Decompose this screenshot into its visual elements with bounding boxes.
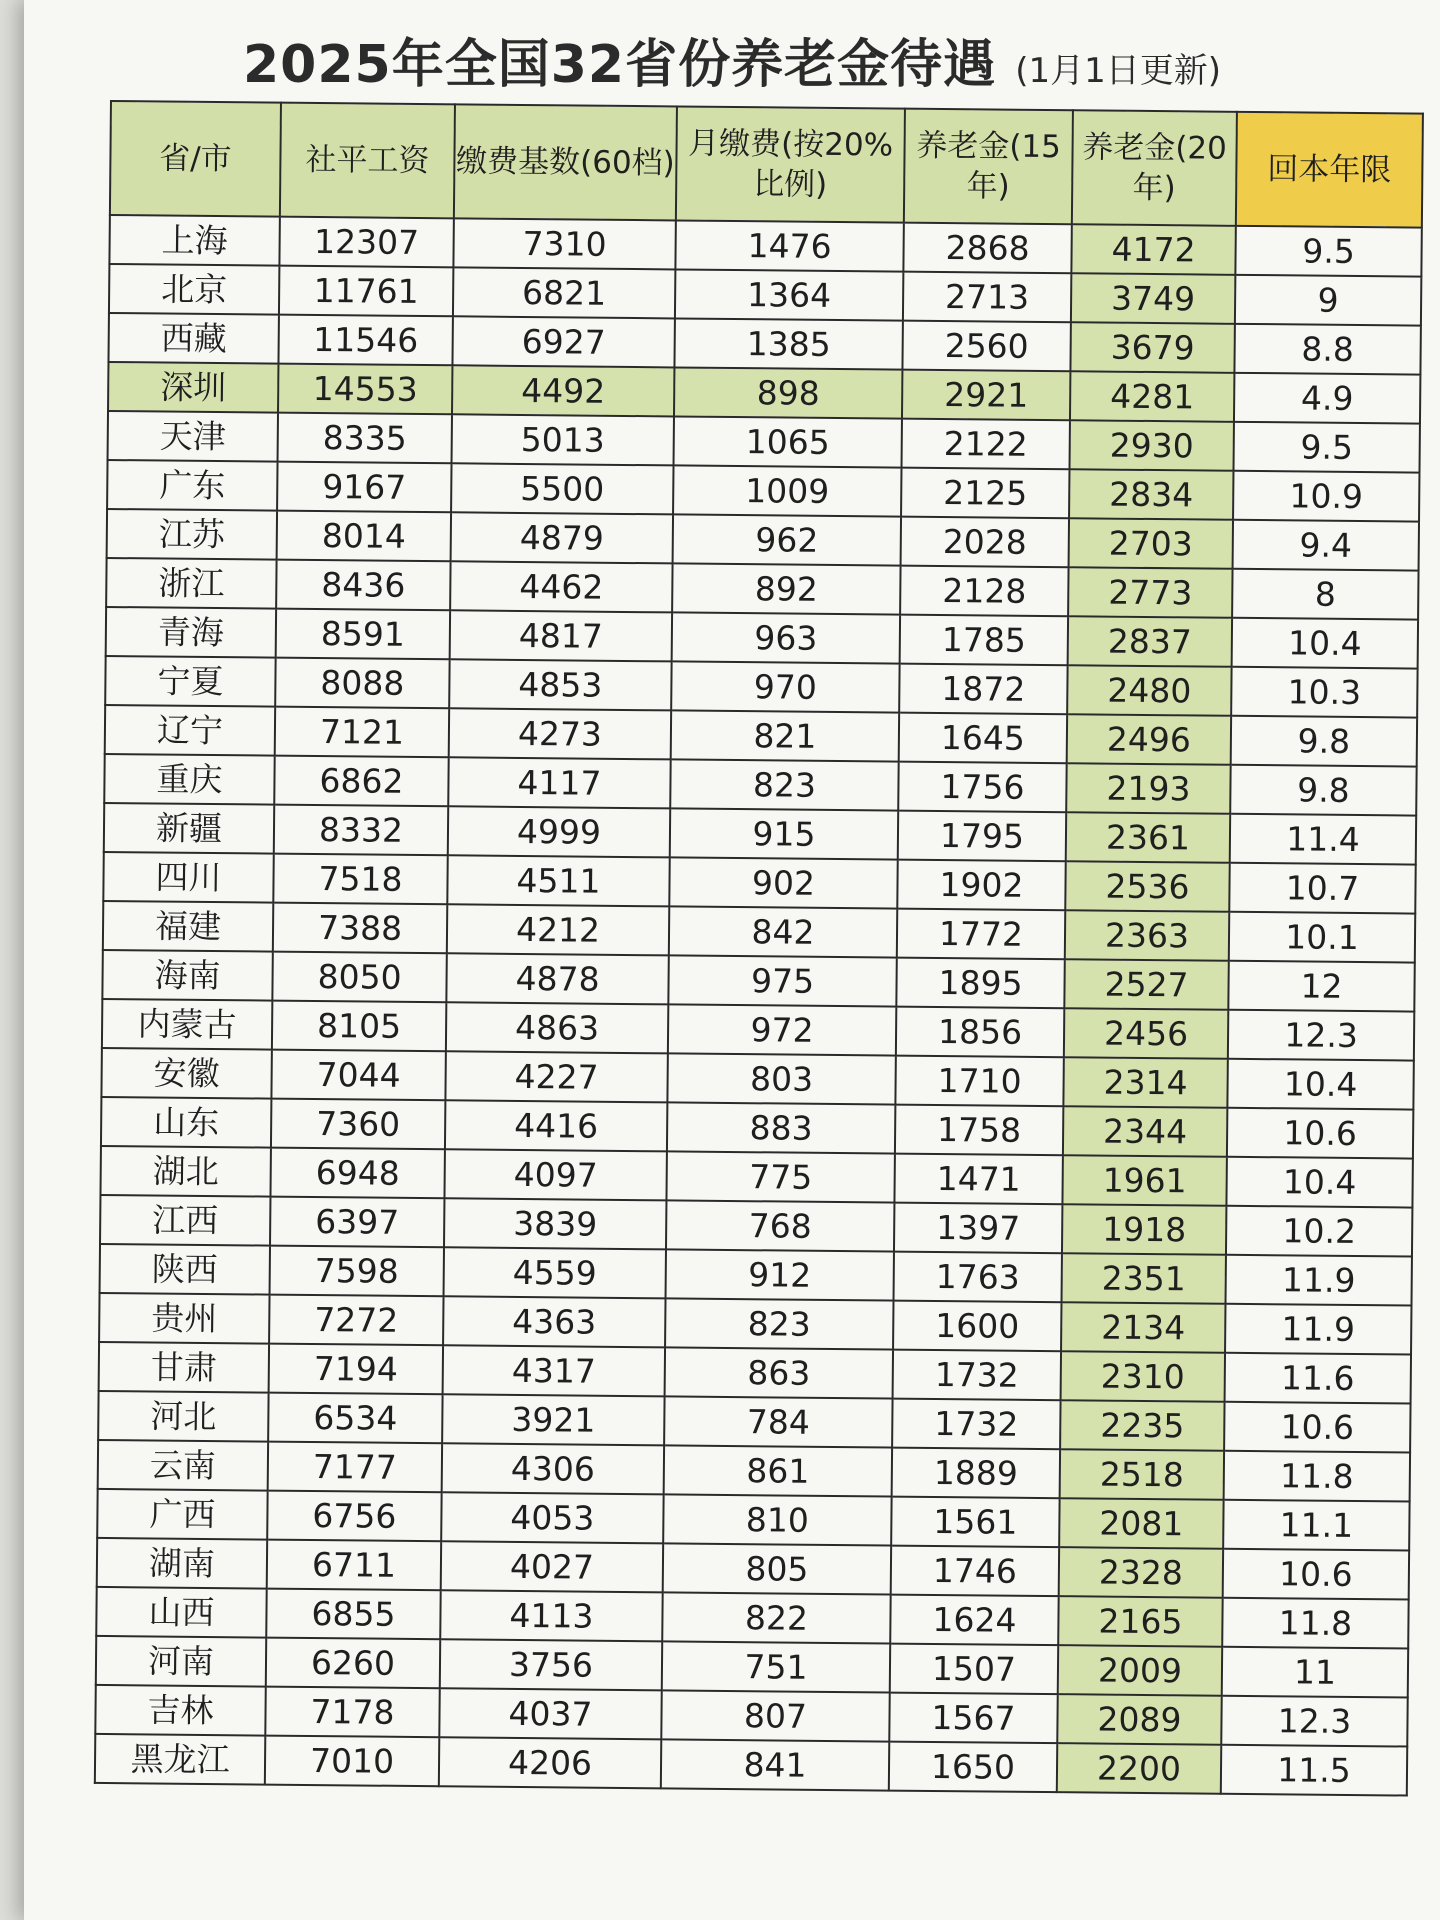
cell-pension-15-years: 1561 xyxy=(891,1497,1059,1548)
cell-avg-wage: 7194 xyxy=(269,1344,443,1395)
cell-avg-wage: 8088 xyxy=(275,658,449,709)
cell-pension-15-years: 1856 xyxy=(896,1007,1064,1058)
cell-pension-20-years: 2200 xyxy=(1057,1743,1221,1794)
cell-monthly-payment: 915 xyxy=(670,808,898,859)
header-payback-years: 回本年限 xyxy=(1236,112,1423,228)
cell-payback-years: 11.4 xyxy=(1230,814,1416,865)
cell-pension-15-years: 1763 xyxy=(894,1252,1062,1303)
cell-payback-years: 10.6 xyxy=(1223,1549,1409,1600)
cell-avg-wage: 8105 xyxy=(272,1001,446,1052)
cell-avg-wage: 14553 xyxy=(278,364,452,415)
cell-pension-15-years: 1795 xyxy=(898,811,1066,862)
cell-payback-years: 11.9 xyxy=(1225,1304,1411,1355)
cell-payback-years: 9.8 xyxy=(1230,765,1416,816)
cell-avg-wage: 11546 xyxy=(278,315,452,366)
cell-contribution-base: 4559 xyxy=(444,1247,666,1298)
cell-contribution-base: 4113 xyxy=(440,1590,662,1641)
cell-pension-20-years: 2773 xyxy=(1068,567,1232,618)
cell-avg-wage: 6711 xyxy=(267,1540,441,1591)
cell-province: 内蒙古 xyxy=(102,999,272,1050)
cell-province: 广西 xyxy=(97,1489,267,1540)
cell-province: 甘肃 xyxy=(99,1342,269,1393)
cell-payback-years: 10.6 xyxy=(1227,1108,1413,1159)
cell-contribution-base: 7310 xyxy=(453,218,675,269)
cell-pension-15-years: 1397 xyxy=(894,1203,1062,1254)
cell-contribution-base: 4999 xyxy=(448,806,670,857)
cell-contribution-base: 4878 xyxy=(446,953,668,1004)
cell-pension-20-years: 2361 xyxy=(1066,812,1230,863)
cell-pension-20-years: 2310 xyxy=(1061,1351,1225,1402)
cell-monthly-payment: 975 xyxy=(668,955,896,1006)
cell-province: 江西 xyxy=(100,1195,270,1246)
cell-payback-years: 10.2 xyxy=(1226,1206,1412,1257)
cell-pension-20-years: 1961 xyxy=(1062,1155,1226,1206)
cell-monthly-payment: 805 xyxy=(663,1543,891,1594)
cell-pension-15-years: 2028 xyxy=(901,517,1069,568)
cell-monthly-payment: 972 xyxy=(668,1004,896,1055)
cell-pension-20-years: 2235 xyxy=(1060,1400,1224,1451)
cell-contribution-base: 4306 xyxy=(442,1443,664,1494)
cell-payback-years: 9 xyxy=(1235,275,1421,326)
cell-payback-years: 12 xyxy=(1228,961,1414,1012)
cell-pension-15-years: 2560 xyxy=(902,321,1070,372)
cell-pension-20-years: 2480 xyxy=(1067,665,1231,716)
cell-avg-wage: 6534 xyxy=(268,1393,442,1444)
cell-pension-20-years: 2134 xyxy=(1061,1302,1225,1353)
cell-contribution-base: 4511 xyxy=(447,855,669,906)
cell-pension-15-years: 1772 xyxy=(897,909,1065,960)
cell-pension-15-years: 1756 xyxy=(898,762,1066,813)
cell-province: 宁夏 xyxy=(105,656,275,707)
cell-pension-15-years: 1624 xyxy=(890,1595,1058,1646)
cell-monthly-payment: 807 xyxy=(661,1690,889,1741)
cell-province: 陕西 xyxy=(100,1244,270,1295)
cell-avg-wage: 7178 xyxy=(265,1687,439,1738)
cell-monthly-payment: 768 xyxy=(666,1200,894,1251)
cell-pension-20-years: 2518 xyxy=(1060,1449,1224,1500)
cell-pension-15-years: 1889 xyxy=(892,1448,1060,1499)
cell-avg-wage: 6948 xyxy=(270,1148,444,1199)
cell-province: 江苏 xyxy=(107,509,277,560)
cell-avg-wage: 7598 xyxy=(270,1246,444,1297)
cell-contribution-base: 4097 xyxy=(444,1149,666,1200)
cell-payback-years: 10.7 xyxy=(1229,863,1415,914)
cell-avg-wage: 8335 xyxy=(278,413,452,464)
cell-payback-years: 9.4 xyxy=(1233,520,1419,571)
cell-pension-15-years: 2128 xyxy=(900,566,1068,617)
cell-avg-wage: 6855 xyxy=(266,1589,440,1640)
pension-table xyxy=(94,100,1424,1797)
cell-province: 吉林 xyxy=(95,1685,265,1736)
cell-monthly-payment: 1065 xyxy=(674,416,902,467)
cell-avg-wage: 8332 xyxy=(274,805,448,856)
cell-province: 天津 xyxy=(108,411,278,462)
cell-monthly-payment: 775 xyxy=(666,1151,894,1202)
cell-payback-years: 9.8 xyxy=(1231,716,1417,767)
cell-province: 西藏 xyxy=(108,313,278,364)
cell-province: 辽宁 xyxy=(105,705,275,756)
cell-avg-wage: 6397 xyxy=(270,1197,444,1248)
cell-contribution-base: 4037 xyxy=(439,1688,661,1739)
cell-contribution-base: 4317 xyxy=(443,1345,665,1396)
cell-payback-years: 4.9 xyxy=(1234,373,1420,424)
cell-contribution-base: 6927 xyxy=(452,316,674,367)
cell-contribution-base: 3756 xyxy=(440,1639,662,1690)
cell-monthly-payment: 1385 xyxy=(674,318,902,369)
cell-avg-wage: 7360 xyxy=(271,1099,445,1150)
cell-province: 新疆 xyxy=(104,803,274,854)
cell-avg-wage: 7121 xyxy=(275,707,449,758)
cell-avg-wage: 7010 xyxy=(265,1736,439,1787)
cell-pension-20-years: 2837 xyxy=(1068,616,1232,667)
cell-pension-15-years: 1902 xyxy=(897,860,1065,911)
cell-province: 河南 xyxy=(96,1636,266,1687)
cell-monthly-payment: 821 xyxy=(671,710,899,761)
cell-pension-20-years: 2314 xyxy=(1063,1057,1227,1108)
cell-province: 山西 xyxy=(96,1587,266,1638)
cell-avg-wage: 7518 xyxy=(273,854,447,905)
cell-pension-20-years: 2165 xyxy=(1058,1596,1222,1647)
cell-contribution-base: 4212 xyxy=(447,904,669,955)
cell-contribution-base: 4027 xyxy=(441,1541,663,1592)
cell-pension-15-years: 1600 xyxy=(893,1301,1061,1352)
cell-monthly-payment: 861 xyxy=(664,1445,892,1496)
cell-contribution-base: 4227 xyxy=(445,1051,667,1102)
header-avg-wage: 社平工资 xyxy=(280,103,455,219)
cell-pension-20-years: 3749 xyxy=(1071,273,1235,324)
cell-province: 安徽 xyxy=(101,1048,271,1099)
cell-contribution-base: 4117 xyxy=(448,757,670,808)
cell-avg-wage: 6756 xyxy=(267,1491,441,1542)
cell-province: 重庆 xyxy=(104,754,274,805)
cell-avg-wage: 8014 xyxy=(277,511,451,562)
cell-pension-20-years: 2193 xyxy=(1066,763,1230,814)
cell-payback-years: 11.9 xyxy=(1225,1255,1411,1306)
cell-monthly-payment: 810 xyxy=(663,1494,891,1545)
document-title: 2025年全国32省份养老金待遇 xyxy=(243,35,997,95)
cell-monthly-payment: 970 xyxy=(671,661,899,712)
cell-pension-20-years: 2009 xyxy=(1058,1645,1222,1696)
cell-contribution-base: 3921 xyxy=(442,1394,664,1445)
cell-pension-15-years: 1785 xyxy=(900,615,1068,666)
cell-province: 上海 xyxy=(109,215,279,266)
cell-contribution-base: 4863 xyxy=(446,1002,668,1053)
cell-pension-15-years: 1507 xyxy=(890,1644,1058,1695)
cell-province: 黑龙江 xyxy=(95,1734,265,1785)
cell-payback-years: 10.9 xyxy=(1233,471,1419,522)
cell-province: 广东 xyxy=(107,460,277,511)
cell-contribution-base: 4053 xyxy=(441,1492,663,1543)
cell-pension-15-years: 1732 xyxy=(892,1399,1060,1450)
cell-pension-15-years: 1645 xyxy=(899,713,1067,764)
cell-province: 贵州 xyxy=(99,1293,269,1344)
cell-pension-20-years: 2536 xyxy=(1065,861,1229,912)
cell-province: 福建 xyxy=(103,901,273,952)
cell-monthly-payment: 823 xyxy=(670,759,898,810)
cell-payback-years: 10.6 xyxy=(1224,1402,1410,1453)
cell-pension-20-years: 2496 xyxy=(1067,714,1231,765)
cell-pension-15-years: 2713 xyxy=(903,272,1071,323)
cell-contribution-base: 4416 xyxy=(445,1100,667,1151)
header-province: 省/市 xyxy=(110,101,281,217)
cell-pension-15-years: 1895 xyxy=(896,958,1064,1009)
cell-pension-15-years: 2868 xyxy=(903,223,1071,274)
cell-payback-years: 10.4 xyxy=(1227,1059,1413,1110)
cell-pension-15-years: 1732 xyxy=(893,1350,1061,1401)
cell-avg-wage: 7044 xyxy=(271,1050,445,1101)
table-header-row xyxy=(110,101,1423,228)
cell-payback-years: 8 xyxy=(1232,569,1418,620)
cell-contribution-base: 6821 xyxy=(453,267,675,318)
cell-payback-years: 11.8 xyxy=(1224,1451,1410,1502)
cell-monthly-payment: 842 xyxy=(669,906,897,957)
cell-province: 湖北 xyxy=(100,1146,270,1197)
cell-avg-wage: 7177 xyxy=(268,1442,442,1493)
cell-monthly-payment: 912 xyxy=(666,1249,894,1300)
document-subtitle: (1月1日更新) xyxy=(1015,51,1221,91)
cell-contribution-base: 5500 xyxy=(451,463,673,514)
cell-pension-15-years: 1471 xyxy=(894,1154,1062,1205)
cell-monthly-payment: 822 xyxy=(662,1592,890,1643)
cell-province: 海南 xyxy=(102,950,272,1001)
cell-pension-20-years: 3679 xyxy=(1070,322,1234,373)
cell-province: 青海 xyxy=(106,607,276,658)
cell-pension-15-years: 1650 xyxy=(889,1742,1057,1793)
cell-payback-years: 9.5 xyxy=(1233,422,1419,473)
title-line xyxy=(24,22,1440,97)
cell-payback-years: 10.4 xyxy=(1232,618,1418,669)
cell-payback-years: 11 xyxy=(1222,1647,1408,1698)
cell-contribution-base: 4817 xyxy=(450,610,672,661)
cell-contribution-base: 4273 xyxy=(449,708,671,759)
cell-payback-years: 10.1 xyxy=(1229,912,1415,963)
cell-contribution-base: 4462 xyxy=(450,561,672,612)
cell-pension-15-years: 2125 xyxy=(901,468,1069,519)
cell-province: 浙江 xyxy=(106,558,276,609)
cell-payback-years: 12.3 xyxy=(1221,1696,1407,1747)
cell-monthly-payment: 1364 xyxy=(675,269,903,320)
cell-payback-years: 11.5 xyxy=(1221,1745,1407,1796)
cell-province: 山东 xyxy=(101,1097,271,1148)
cell-avg-wage: 8050 xyxy=(272,952,446,1003)
cell-monthly-payment: 1009 xyxy=(673,465,901,516)
cell-pension-20-years: 1918 xyxy=(1062,1204,1226,1255)
cell-pension-20-years: 4172 xyxy=(1071,224,1235,275)
cell-monthly-payment: 902 xyxy=(669,857,897,908)
cell-payback-years: 11.8 xyxy=(1222,1598,1408,1649)
header-contribution-base: 缴费基数(60档) xyxy=(454,104,677,220)
cell-avg-wage: 7272 xyxy=(269,1295,443,1346)
cell-pension-20-years: 2456 xyxy=(1064,1008,1228,1059)
cell-monthly-payment: 963 xyxy=(672,612,900,663)
cell-contribution-base: 5013 xyxy=(452,414,674,465)
cell-province: 河北 xyxy=(98,1391,268,1442)
cell-contribution-base: 4853 xyxy=(449,659,671,710)
cell-pension-15-years: 2122 xyxy=(902,419,1070,470)
cell-pension-20-years: 2703 xyxy=(1069,518,1233,569)
cell-contribution-base: 4492 xyxy=(452,365,674,416)
cell-avg-wage: 12307 xyxy=(279,217,453,268)
cell-pension-15-years: 1758 xyxy=(895,1105,1063,1156)
cell-payback-years: 10.4 xyxy=(1226,1157,1412,1208)
cell-monthly-payment: 1476 xyxy=(675,220,903,271)
cell-contribution-base: 3839 xyxy=(444,1198,666,1249)
cell-monthly-payment: 962 xyxy=(673,514,901,565)
cell-payback-years: 10.3 xyxy=(1231,667,1417,718)
cell-avg-wage: 9167 xyxy=(277,462,451,513)
cell-monthly-payment: 784 xyxy=(664,1396,892,1447)
cell-contribution-base: 4206 xyxy=(439,1737,661,1788)
cell-province: 深圳 xyxy=(108,362,278,413)
cell-pension-20-years: 4281 xyxy=(1070,371,1234,422)
cell-contribution-base: 4879 xyxy=(451,512,673,563)
cell-province: 四川 xyxy=(103,852,273,903)
cell-pension-20-years: 2527 xyxy=(1064,959,1228,1010)
cell-pension-15-years: 1710 xyxy=(895,1056,1063,1107)
cell-monthly-payment: 803 xyxy=(667,1053,895,1104)
header-pension-15-years: 养老金(15年) xyxy=(904,109,1073,225)
cell-avg-wage: 6862 xyxy=(274,756,448,807)
cell-payback-years: 12.3 xyxy=(1228,1010,1414,1061)
cell-province: 湖南 xyxy=(97,1538,267,1589)
cell-pension-20-years: 2930 xyxy=(1069,420,1233,471)
cell-contribution-base: 4363 xyxy=(443,1296,665,1347)
cell-province: 云南 xyxy=(98,1440,268,1491)
cell-pension-20-years: 2834 xyxy=(1069,469,1233,520)
cell-monthly-payment: 883 xyxy=(667,1102,895,1153)
cell-payback-years: 11.1 xyxy=(1223,1500,1409,1551)
table-body xyxy=(95,215,1422,1796)
cell-pension-15-years: 1872 xyxy=(899,664,1067,715)
cell-monthly-payment: 863 xyxy=(665,1347,893,1398)
cell-pension-15-years: 2921 xyxy=(902,370,1070,421)
cell-monthly-payment: 841 xyxy=(661,1739,889,1790)
cell-province: 北京 xyxy=(109,264,279,315)
header-monthly-payment: 月缴费(按20%比例) xyxy=(676,106,905,222)
cell-pension-15-years: 1567 xyxy=(889,1693,1057,1744)
cell-payback-years: 8.8 xyxy=(1234,324,1420,375)
cell-pension-20-years: 2328 xyxy=(1059,1547,1223,1598)
cell-pension-15-years: 1746 xyxy=(891,1546,1059,1597)
cell-pension-20-years: 2351 xyxy=(1062,1253,1226,1304)
cell-monthly-payment: 751 xyxy=(662,1641,890,1692)
cell-payback-years: 11.6 xyxy=(1225,1353,1411,1404)
cell-payback-years: 9.5 xyxy=(1235,226,1421,277)
cell-pension-20-years: 2363 xyxy=(1065,910,1229,961)
paper-sheet xyxy=(24,0,1440,1920)
header-pension-20-years: 养老金(20年) xyxy=(1072,110,1237,226)
cell-avg-wage: 7388 xyxy=(273,903,447,954)
cell-avg-wage: 6260 xyxy=(266,1638,440,1689)
cell-avg-wage: 11761 xyxy=(279,266,453,317)
cell-monthly-payment: 823 xyxy=(665,1298,893,1349)
cell-monthly-payment: 892 xyxy=(672,563,900,614)
cell-avg-wage: 8436 xyxy=(276,560,450,611)
cell-pension-20-years: 2081 xyxy=(1059,1498,1223,1549)
cell-monthly-payment: 898 xyxy=(674,367,902,418)
cell-avg-wage: 8591 xyxy=(276,609,450,660)
cell-pension-20-years: 2089 xyxy=(1057,1694,1221,1745)
cell-pension-20-years: 2344 xyxy=(1063,1106,1227,1157)
